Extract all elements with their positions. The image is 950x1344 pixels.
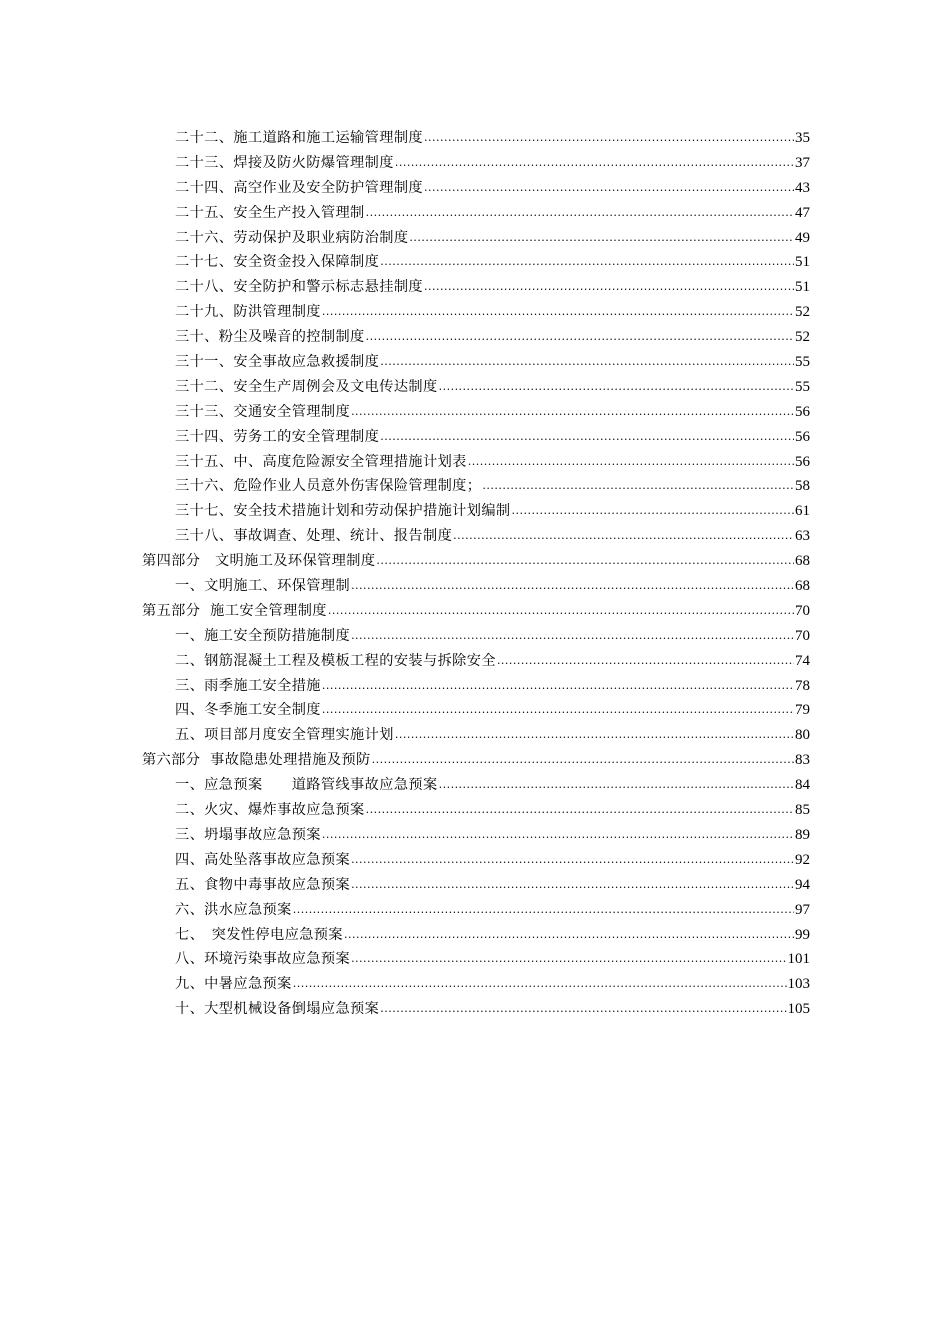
toc-entry[interactable] [142, 300, 810, 325]
toc-dot-leader [351, 873, 794, 898]
toc-entry[interactable] [142, 674, 810, 699]
toc-dot-leader [376, 549, 794, 574]
toc-page-number: 105 [787, 1001, 810, 1018]
toc-section-entry[interactable] [142, 599, 810, 624]
toc-entry[interactable] [142, 325, 810, 350]
toc-dot-leader [293, 972, 787, 997]
toc-entry[interactable] [142, 649, 810, 674]
toc-page-number: 61 [795, 503, 810, 520]
toc-entry-title: 五、项目部月度安全管理实施计划 [175, 727, 394, 744]
toc-entry-title: 二、火灾、爆炸事故应急预案 [175, 802, 365, 819]
toc-entry[interactable] [142, 499, 810, 524]
toc-page-number: 78 [795, 677, 810, 694]
toc-entry-title: 十、大型机械设备倒塌应急预案 [175, 1001, 380, 1018]
toc-page-number: 58 [795, 478, 810, 495]
toc-dot-leader [380, 425, 794, 450]
toc-entry[interactable] [142, 400, 810, 425]
toc-entry-title: 二十三、焊接及防火防爆管理制度 [175, 154, 394, 171]
toc-section-entry[interactable] [142, 549, 810, 574]
toc-dot-leader [424, 126, 794, 151]
toc-entry-title: 七、 突发性停电应急预案 [175, 926, 343, 943]
toc-page-number: 89 [795, 826, 810, 843]
toc-entry[interactable] [142, 250, 810, 275]
toc-entry-title: 第六部分 事故隐患处理措施及预防 [142, 752, 371, 769]
toc-page-number: 70 [795, 602, 810, 619]
toc-dot-leader [366, 798, 794, 823]
toc-page-number: 85 [795, 802, 810, 819]
toc-entry[interactable] [142, 923, 810, 948]
toc-dot-leader [512, 499, 794, 524]
toc-entry[interactable] [142, 524, 810, 549]
toc-page-number: 84 [795, 777, 810, 794]
toc-page-number: 37 [795, 154, 810, 171]
toc-entry-title: 二十七、安全资金投入保障制度 [175, 254, 380, 271]
toc-dot-leader [322, 698, 794, 723]
toc-page-number: 63 [795, 528, 810, 545]
toc-dot-leader [351, 400, 794, 425]
toc-dot-leader [395, 723, 794, 748]
toc-entry[interactable] [142, 723, 810, 748]
toc-page-number: 94 [795, 876, 810, 893]
toc-dot-leader [351, 848, 794, 873]
toc-entry[interactable] [142, 350, 810, 375]
toc-entry-title: 三、坍塌事故应急预案 [175, 826, 321, 843]
toc-entry[interactable] [142, 823, 810, 848]
toc-page-number: 68 [795, 578, 810, 595]
toc-entry[interactable] [142, 450, 810, 475]
toc-entry-title: 一、应急预案 道路管线事故应急预案 [175, 777, 438, 794]
toc-entry-title: 三十二、安全生产周例会及文电传达制度 [175, 378, 438, 395]
toc-entry-title: 五、食物中毒事故应急预案 [175, 876, 351, 893]
toc-page-number: 43 [795, 179, 810, 196]
toc-entry-title: 三十七、安全技术措施计划和劳动保护措施计划编制 [175, 503, 511, 520]
toc-entry-title: 二十二、施工道路和施工运输管理制度 [175, 130, 423, 146]
toc-entry-title: 二十五、安全生产投入管理制 [175, 204, 365, 221]
toc-page-number: 35 [795, 130, 810, 146]
toc-entry-title: 三十、粉尘及噪音的控制制度 [175, 329, 365, 346]
toc-entry[interactable] [142, 425, 810, 450]
toc-page-number: 56 [795, 403, 810, 420]
toc-page-number: 56 [795, 453, 810, 470]
toc-entry-title: 三十三、交通安全管理制度 [175, 403, 351, 420]
toc-entry[interactable] [142, 773, 810, 798]
toc-page-number: 51 [795, 254, 810, 271]
toc-page-number: 70 [795, 627, 810, 644]
toc-entry[interactable] [142, 201, 810, 226]
toc-page-number: 52 [795, 329, 810, 346]
toc-dot-leader [351, 947, 786, 972]
toc-page-number: 83 [795, 752, 810, 769]
toc-entry-title: 九、中暑应急预案 [175, 976, 292, 993]
toc-page-number: 68 [795, 553, 810, 570]
toc-entry[interactable] [142, 873, 810, 898]
toc-dot-leader [482, 474, 794, 499]
toc-entry-title: 三十五、中、高度危险源安全管理措施计划表 [175, 453, 467, 470]
toc-entry-title: 三十六、危险作业人员意外伤害保险管理制度； [175, 478, 482, 495]
toc-dot-leader [424, 176, 794, 201]
toc-section-entry[interactable] [142, 748, 810, 773]
toc-dot-leader [453, 524, 794, 549]
table-of-contents [142, 126, 810, 1022]
toc-entry[interactable] [142, 848, 810, 873]
toc-entry[interactable] [142, 226, 810, 251]
toc-dot-leader [439, 375, 794, 400]
toc-entry-title: 二、钢筋混凝土工程及模板工程的安装与拆除安全 [175, 652, 496, 669]
toc-entry-title: 第四部分 文明施工及环保管理制度 [142, 553, 376, 570]
toc-page-number: 56 [795, 428, 810, 445]
toc-dot-leader [366, 201, 794, 226]
toc-page-number: 79 [795, 702, 810, 719]
toc-entry-title: 三十四、劳务工的安全管理制度 [175, 428, 380, 445]
toc-entry[interactable] [142, 798, 810, 823]
toc-entry[interactable] [142, 126, 810, 151]
toc-dot-leader [395, 151, 794, 176]
toc-dot-leader [328, 599, 794, 624]
toc-dot-leader [468, 450, 794, 475]
toc-entry[interactable] [142, 574, 810, 599]
toc-entry-title: 三、雨季施工安全措施 [175, 677, 321, 694]
toc-dot-leader [322, 674, 794, 699]
toc-entry-title: 四、高处坠落事故应急预案 [175, 851, 351, 868]
toc-dot-leader [322, 823, 794, 848]
toc-dot-leader [322, 300, 794, 325]
toc-entry-title: 二十六、劳动保护及职业病防治制度 [175, 229, 409, 246]
toc-entry[interactable] [142, 947, 810, 972]
toc-entry[interactable] [142, 375, 810, 400]
toc-dot-leader [380, 997, 786, 1022]
toc-entry[interactable] [142, 624, 810, 649]
toc-page-number: 99 [795, 926, 810, 943]
toc-dot-leader [409, 226, 794, 251]
toc-page-number: 101 [787, 951, 810, 968]
toc-dot-leader [372, 748, 794, 773]
toc-entry[interactable] [142, 176, 810, 201]
toc-entry-title: 二十四、高空作业及安全防护管理制度 [175, 179, 423, 196]
toc-entry-title: 八、环境污染事故应急预案 [175, 951, 351, 968]
toc-dot-leader [351, 624, 794, 649]
toc-entry[interactable] [142, 275, 810, 300]
toc-page-number: 47 [795, 204, 810, 221]
toc-page-number: 52 [795, 304, 810, 321]
toc-dot-leader [439, 773, 794, 798]
toc-entry[interactable] [142, 474, 810, 499]
toc-page-number: 49 [795, 229, 810, 246]
toc-entry-title: 四、冬季施工安全制度 [175, 702, 321, 719]
toc-dot-leader [293, 898, 794, 923]
toc-entry-title: 三十一、安全事故应急救援制度 [175, 354, 380, 371]
toc-entry-title: 二十八、安全防护和警示标志悬挂制度 [175, 279, 423, 296]
toc-entry[interactable] [142, 151, 810, 176]
toc-entry-title: 一、文明施工、环保管理制 [175, 578, 351, 595]
toc-dot-leader [497, 649, 794, 674]
toc-dot-leader [424, 275, 794, 300]
toc-dot-leader [344, 923, 794, 948]
toc-dot-leader [380, 350, 794, 375]
toc-page-number: 103 [787, 976, 810, 993]
toc-entry-title: 三十八、事故调查、处理、统计、报告制度 [175, 528, 453, 545]
toc-entry[interactable] [142, 698, 810, 723]
toc-dot-leader [366, 325, 794, 350]
toc-entry-title: 六、洪水应急预案 [175, 901, 292, 918]
toc-entry[interactable] [142, 898, 810, 923]
toc-dot-leader [380, 250, 794, 275]
toc-page-number: 74 [795, 652, 810, 669]
toc-dot-leader [351, 574, 794, 599]
toc-entry-title: 二十九、防洪管理制度 [175, 304, 321, 321]
toc-page-number: 51 [795, 279, 810, 296]
toc-page-number: 92 [795, 851, 810, 868]
toc-entry[interactable] [142, 997, 810, 1022]
toc-entry[interactable] [142, 972, 810, 997]
toc-page-number: 55 [795, 378, 810, 395]
toc-page-number: 55 [795, 354, 810, 371]
toc-entry-title: 第五部分 施工安全管理制度 [142, 602, 327, 619]
toc-page-number: 80 [795, 727, 810, 744]
toc-page-number: 97 [795, 901, 810, 918]
toc-entry-title: 一、施工安全预防措施制度 [175, 627, 351, 644]
